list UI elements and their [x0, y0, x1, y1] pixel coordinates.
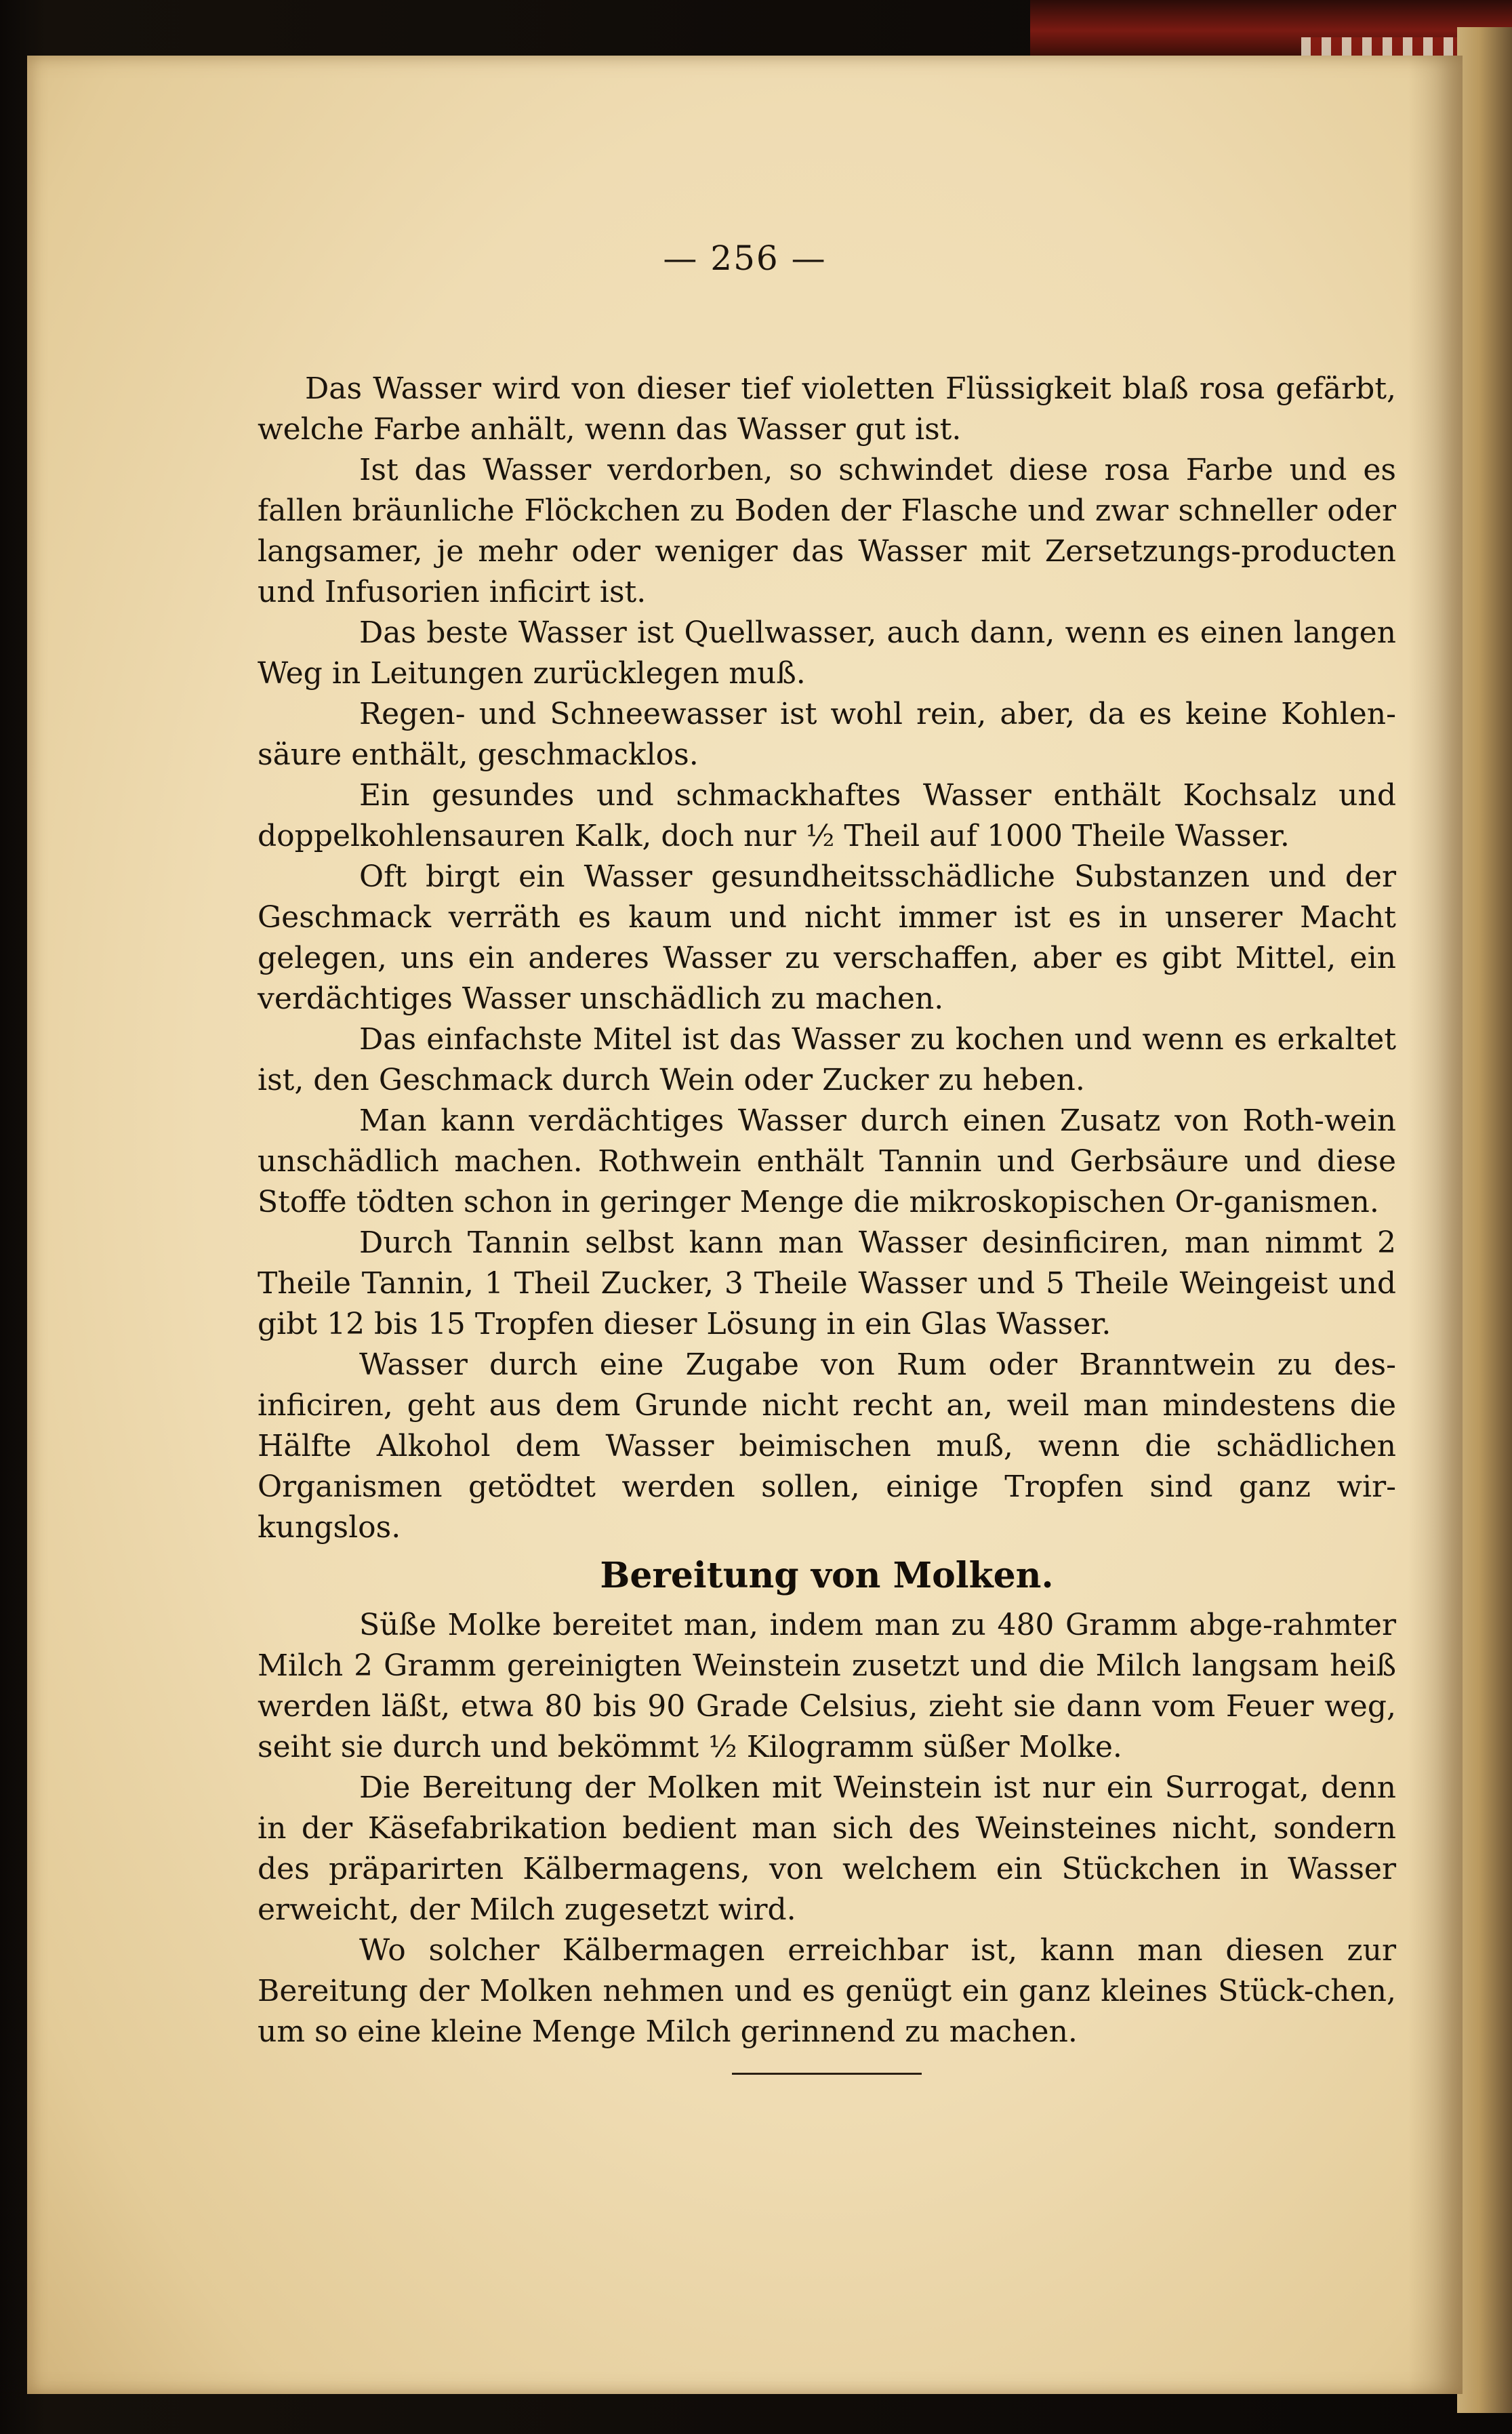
paragraph: Süße Molke bereitet man, indem man zu 480 Gramm abge-rahmter Milch 2 Gramm gereinigten Weinstein zusetzt und die Milch langsam heiß werden läßt, etwa 80 bis 90 Grade Celsius, zieht sie dann vom Feuer weg, seiht sie durch und bekömmt ½ Kilogramm süßer Molke. — [258, 1608, 1396, 1764]
paragraph: Regen- und Schneewasser ist wohl rein, aber, da es keine Kohlen-säure enthält, geschmacklos. — [258, 697, 1396, 772]
page-number: — 256 — — [663, 239, 827, 278]
page-stack-edge — [1457, 27, 1512, 2413]
paragraph: Man kann verdächtiges Wasser durch einen Zusatz von Roth-wein unschädlich machen. Rothwein enthält Tannin und Gerbsäure und diese Stoffe tödten schon in geringer Menge die mikroskopischen Or-ganismen. — [258, 1103, 1396, 1219]
paragraph: Das einfachste Mitel ist das Wasser zu kochen und wenn es erkaltet ist, den Geschmack durch Wein oder Zucker zu heben. — [258, 1022, 1396, 1097]
paragraph: Die Bereitung der Molken mit Weinstein ist nur ein Surrogat, denn in der Käsefabrikation bedient man sich des Weinsteines nicht, sondern des präparirten Kälbermagens, von welchem ein Stückchen in Wasser erweicht, der Milch zugesetzt wird. — [258, 1770, 1396, 1927]
page-gutter-shadow — [1408, 56, 1463, 2394]
paragraph: Ein gesundes und schmackhaftes Wasser enthält Kochsalz und doppelkohlensauren Kalk, doch nur ½ Theil auf 1000 Theile Wasser. — [258, 778, 1396, 853]
paragraph: Oft birgt ein Wasser gesundheitsschädliche Substanzen und der Geschmack verräth es kaum und nicht immer ist es in unserer Macht gelegen, uns ein anderes Wasser zu verschaffen, aber es gibt Mittel, ein verdächtiges Wasser unschädlich zu machen. — [258, 859, 1396, 1016]
end-rule — [732, 2073, 922, 2075]
paragraph: Ist das Wasser verdorben, so schwindet diese rosa Farbe und es fallen bräunliche Flöckchen zu Boden der Flasche und zwar schneller oder langsamer, je mehr oder weniger das Wasser mit Zersetzungs-producten und Infusorien inficirt ist. — [258, 453, 1396, 609]
cover-pattern — [1301, 37, 1477, 58]
paragraph: Wo solcher Kälbermagen erreichbar ist, kann man diesen zur Bereitung der Molken nehmen und es genügt ein ganz kleines Stück-chen, um so eine kleine Menge Milch gerinnend zu machen. — [258, 1933, 1396, 2049]
paragraph: Das Wasser wird von dieser tief violetten Flüssigkeit blaß rosa gefärbt, welche Farbe anhält, wenn das Wasser gut ist. — [258, 371, 1396, 447]
paragraph: Wasser durch eine Zugabe von Rum oder Branntwein zu des-inficiren, geht aus dem Grunde nicht recht an, weil man mindestens die Hälfte Alkohol dem Wasser beimischen muß, wenn die schädlichen Organismen getödtet werden sollen, einige Tropfen sind ganz wir-kungslos. — [258, 1347, 1396, 1545]
section-heading: Bereitung von Molken. — [600, 1555, 1054, 1596]
paragraph: Durch Tannin selbst kann man Wasser desinficiren, man nimmt 2 Theile Tannin, 1 Theil Zucker, 3 Theile Wasser und 5 Theile Weingeist und gibt 12 bis 15 Tropfen dieser Lösung in ein Glas Wasser. — [258, 1225, 1396, 1341]
page-body — [258, 369, 1396, 2075]
paragraph: Das beste Wasser ist Quellwasser, auch dann, wenn es einen langen Weg in Leitungen zurücklegen muß. — [258, 615, 1396, 691]
book-page — [27, 56, 1463, 2394]
